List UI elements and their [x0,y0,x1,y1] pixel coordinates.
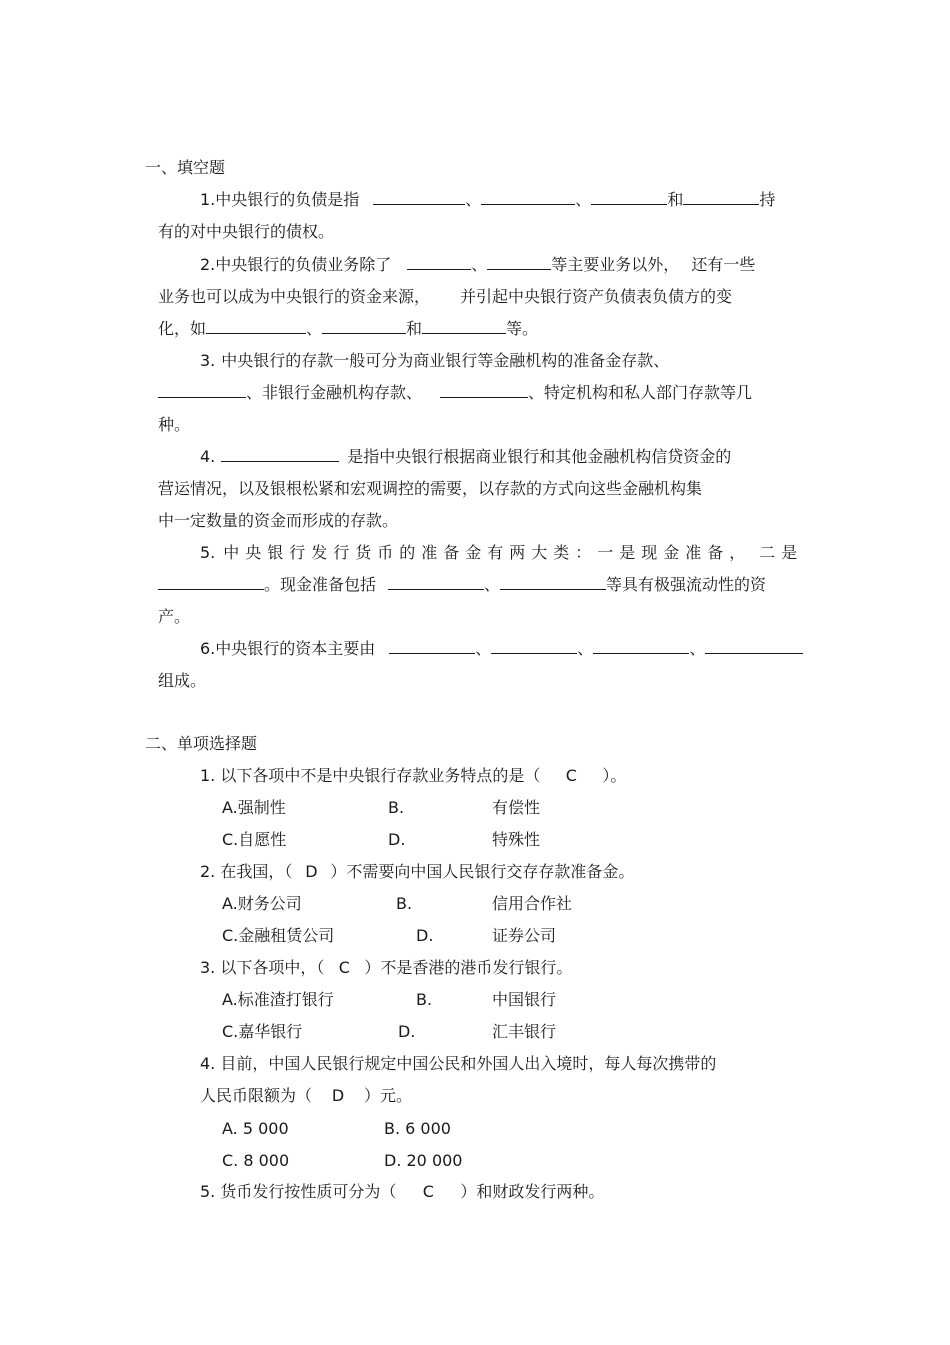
option-letter: D. [384,1151,402,1170]
question-text: 、特定机构和私人部门存款等几 [528,383,753,402]
question-3-line-2 [158,383,752,403]
separator: 、 [689,639,706,658]
answer-letter: D [305,862,318,881]
option-letter: A. [222,1119,238,1138]
question-text: 化，如 [158,319,207,338]
answer-letter: C [338,958,350,977]
option-text: 6 000 [405,1119,451,1138]
option-text: 20 000 [406,1151,463,1170]
answer-blank[interactable] [407,255,471,270]
answer-blank[interactable] [158,575,264,590]
question-text: 5. 货币发行按性质可分为（ [200,1182,397,1201]
option-a[interactable] [222,894,302,914]
question-text: 、非银行金融机构存款、 [246,383,423,402]
option-c[interactable] [222,926,334,946]
answer-blank[interactable] [322,319,406,334]
question-4-line-3: 中一定数量的资金而形成的存款。 [158,511,399,530]
separator: 、 [471,255,488,274]
option-d-letter[interactable]: D. [388,830,406,849]
option-text: 强制性 [237,798,286,817]
connector-text: 和 [667,190,684,209]
question-number: 1. [200,190,216,209]
question-2-line-1 [200,255,755,275]
separator: 、 [484,575,501,594]
answer-blank[interactable] [422,319,506,334]
answer-blank[interactable] [158,383,246,398]
option-d-letter[interactable]: D. [416,926,434,945]
answer-blank[interactable] [221,447,339,462]
question-number: 3. [200,351,216,370]
question-text: 并引起中央银行资产负债表负债方的变 [460,287,733,306]
question-2-line-3 [158,319,538,339]
answer-blank[interactable] [593,639,689,654]
answer-blank[interactable] [373,190,465,205]
option-b-text: 信用合作社 [492,894,573,913]
question-4-line-2: 营运情况，以及银根松紧和宏观调控的需要，以存款的方式向这些金融机构集 [158,479,703,498]
question-number: 4. [200,447,216,466]
question-text: 等。 [506,319,539,338]
choice-question-4-line-1: 4. 目前，中国人民银行规定中国公民和外国人出入境时，每人每次携带的 [200,1054,717,1073]
answer-blank[interactable] [683,190,759,205]
choice-question-3 [200,958,572,978]
option-b-text: 中国银行 [492,990,557,1009]
question-text: 等具有极强流动性的资 [606,575,767,594]
question-number: 2. [200,255,216,274]
answer-blank[interactable] [481,190,575,205]
option-letter: C. [222,1151,239,1170]
answer-letter: C [422,1182,434,1201]
section-title-fill-in: 一、填空题 [145,158,226,177]
answer-blank[interactable] [500,575,606,590]
question-text: 中央银行的负债业务除了 [215,255,392,274]
option-a[interactable] [222,990,334,1010]
answer-blank[interactable] [440,383,528,398]
question-4-line-1 [200,447,731,467]
question-text: 。现金准备包括 [264,575,377,594]
question-3-line-1 [200,351,669,371]
option-letter: C. [222,830,239,849]
option-c[interactable] [222,1151,289,1171]
option-d-letter[interactable]: D. [398,1022,416,1041]
choice-question-4-line-2 [200,1086,412,1106]
option-b-letter[interactable]: B. [416,990,433,1009]
option-text: 财务公司 [237,894,302,913]
option-b[interactable] [384,1119,451,1139]
question-text: ）和财政发行两种。 [460,1182,605,1201]
option-b-letter[interactable]: B. [396,894,413,913]
option-d[interactable] [384,1151,462,1171]
question-text: ）元。 [364,1086,413,1105]
option-letter: A. [222,990,238,1009]
section-title-single-choice: 二、单项选择题 [145,734,258,753]
option-d-text: 特殊性 [492,830,541,849]
question-6-line-1 [200,639,803,659]
question-5-line-3: 产。 [158,607,191,626]
question-text: 1. 以下各项中不是中央银行存款业务特点的是（ [200,766,541,785]
question-text: 是指中央银行根据商业银行和其他金融机构信贷资金的 [347,447,732,466]
question-text: 二是 [759,543,804,562]
option-text: 金融租赁公司 [238,926,335,945]
question-1-line-2: 有的对中央银行的债权。 [158,222,335,241]
question-number: 6. [200,639,216,658]
option-letter: C. [222,1022,239,1041]
answer-blank[interactable] [491,639,577,654]
option-c[interactable] [222,1022,302,1042]
option-letter: A. [222,894,238,913]
question-text: ）。 [602,766,627,785]
option-b-letter[interactable]: B. [388,798,405,817]
question-text: ）不需要向中国人民银行交存存款准备金。 [330,862,635,881]
question-number: 5. [200,543,216,562]
question-2-line-2 [158,287,732,307]
answer-blank[interactable] [705,639,803,654]
question-text: 3. 以下各项中，（ [200,958,325,977]
answer-blank[interactable] [388,575,484,590]
option-c[interactable] [222,830,286,850]
question-text: 中央银行发行货币的准备金有两大类：一是现金准备， [223,543,752,562]
question-5-line-2 [158,575,766,595]
question-text: 人民币限额为（ [200,1086,313,1105]
choice-question-2 [200,862,634,882]
separator: 、 [577,639,594,658]
question-text: 2. 在我国，（ [200,862,293,881]
question-text: 中央银行的存款一般可分为商业银行等金融机构的准备金存款、 [221,351,670,370]
answer-blank[interactable] [389,639,475,654]
option-d-text: 汇丰银行 [492,1022,557,1041]
question-text: 中央银行的资本主要由 [215,639,376,658]
option-b-text: 有偿性 [492,798,541,817]
separator: 、 [475,639,492,658]
separator: 、 [575,190,592,209]
question-3-line-3: 种。 [158,415,191,434]
question-text: 持 [759,190,776,209]
option-letter: C. [222,926,239,945]
separator: 、 [465,190,482,209]
option-letter: B. [384,1119,401,1138]
answer-blank[interactable] [591,190,667,205]
question-text: 中央银行的负债是指 [215,190,360,209]
answer-letter: C [565,766,577,785]
question-6-line-2: 组成。 [158,671,207,690]
question-5-line-1 [200,543,803,563]
option-a[interactable] [222,798,286,818]
option-text: 5 000 [242,1119,289,1138]
choice-question-1 [200,766,626,786]
question-1-line-1 [200,190,775,210]
option-text: 嘉华银行 [238,1022,303,1041]
option-a[interactable] [222,1119,289,1139]
question-text: ）不是香港的港币发行银行。 [364,958,573,977]
option-text: 8 000 [243,1151,290,1170]
connector-text: 和 [406,319,423,338]
question-text: 等主要业务以外， [551,255,680,274]
option-text: 自愿性 [238,830,287,849]
answer-blank[interactable] [487,255,551,270]
question-text: 业务也可以成为中央银行的资金来源， [158,287,431,306]
separator: 、 [306,319,323,338]
option-letter: A. [222,798,238,817]
option-text: 标准渣打银行 [237,990,334,1009]
question-text: 还有一些 [691,255,756,274]
answer-letter: D [331,1086,345,1105]
choice-question-5 [200,1182,604,1202]
option-d-text: 证券公司 [492,926,557,945]
answer-blank[interactable] [206,319,306,334]
